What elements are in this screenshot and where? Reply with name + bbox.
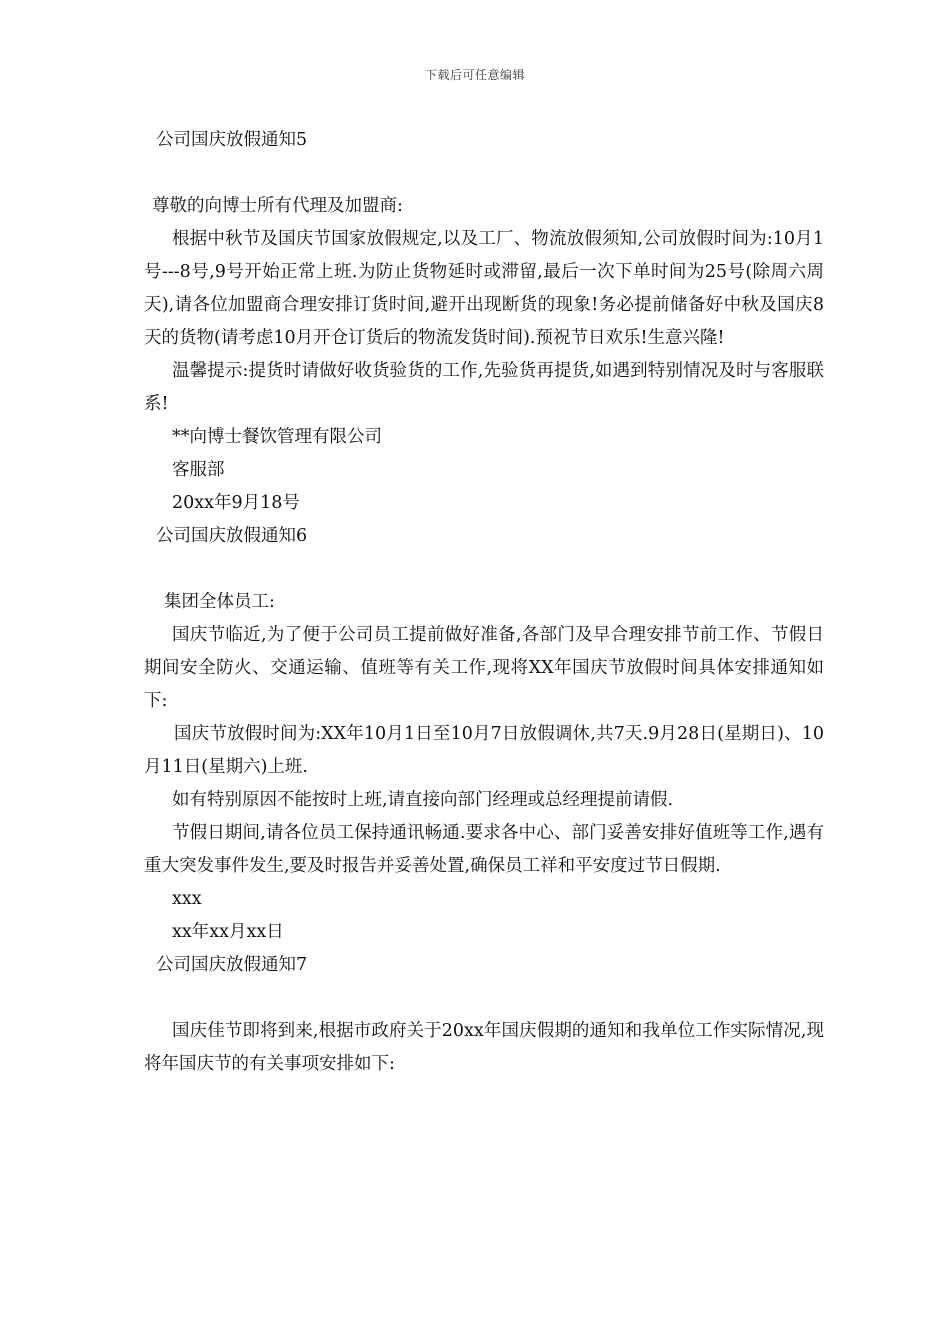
paragraph-5-2: 温馨提示:提货时请做好收货验货的工作,先验货再提货,如遇到特别情况及时与客服联系!: [144, 361, 824, 414]
section-title-7: 公司国庆放假通知7: [156, 955, 308, 975]
paragraph-6-3: 如有特别原因不能按时上班,请直接向部门经理或总经理提前请假.: [172, 790, 674, 810]
signature-company-5: **向博士餐饮管理有限公司: [172, 427, 382, 447]
section-title-5: 公司国庆放假通知5: [156, 130, 308, 150]
paragraph-7-1: 国庆佳节即将到来,根据市政府关于20xx年国庆假期的通知和我单位工作实际情况,现将年国庆节的有关事项安排如下:: [144, 1021, 824, 1074]
paragraph-6-2: 国庆节放假时间为:XX年10月1日至10月7日放假调休,共7天.9月28日(星期日)、10月11日(星期六)上班.: [144, 724, 824, 777]
spacer: [144, 553, 824, 586]
page-header-note: 下载后可任意编辑: [424, 68, 525, 82]
signature-date-6: xx年xx月xx日: [172, 922, 284, 942]
signature-name-6: xxx: [172, 889, 202, 909]
signature-dept-5: 客服部: [172, 460, 225, 480]
spacer: [144, 982, 824, 1015]
salutation-6: 集团全体员工:: [164, 592, 275, 612]
salutation-5: 尊敬的向博士所有代理及加盟商:: [152, 196, 403, 216]
signature-date-5: 20xx年9月18号: [172, 493, 300, 513]
paragraph-6-1: 国庆节临近,为了便于公司员工提前做好准备,各部门及早合理安排节前工作、节假日期间安全防火、交通运输、值班等有关工作,现将XX年国庆节放假时间具体安排通知如下:: [144, 625, 824, 711]
paragraph-6-4: 节假日期间,请各位员工保持通讯畅通.要求各中心、部门妥善安排好值班等工作,遇有重大突发事件发生,要及时报告并妥善处置,确保员工祥和平安度过节日假期.: [144, 823, 824, 876]
document-body: [144, 124, 824, 1081]
spacer: [144, 157, 824, 190]
paragraph-5-1: 根据中秋节及国庆节国家放假规定,以及工厂、物流放假须知,公司放假时间为:10月1号---8号,9号开始正常上班.为防止货物延时或滞留,最后一次下单时间为25号(除周六周天),请各位加盟商合理安排订货时间,避开出现断货的现象!务必提前储备好中秋及国庆8天的货物(请考虑10月开仓订货后的物流发货时间).预祝节日欢乐!生意兴隆!: [144, 229, 824, 348]
section-title-6: 公司国庆放假通知6: [156, 526, 308, 546]
